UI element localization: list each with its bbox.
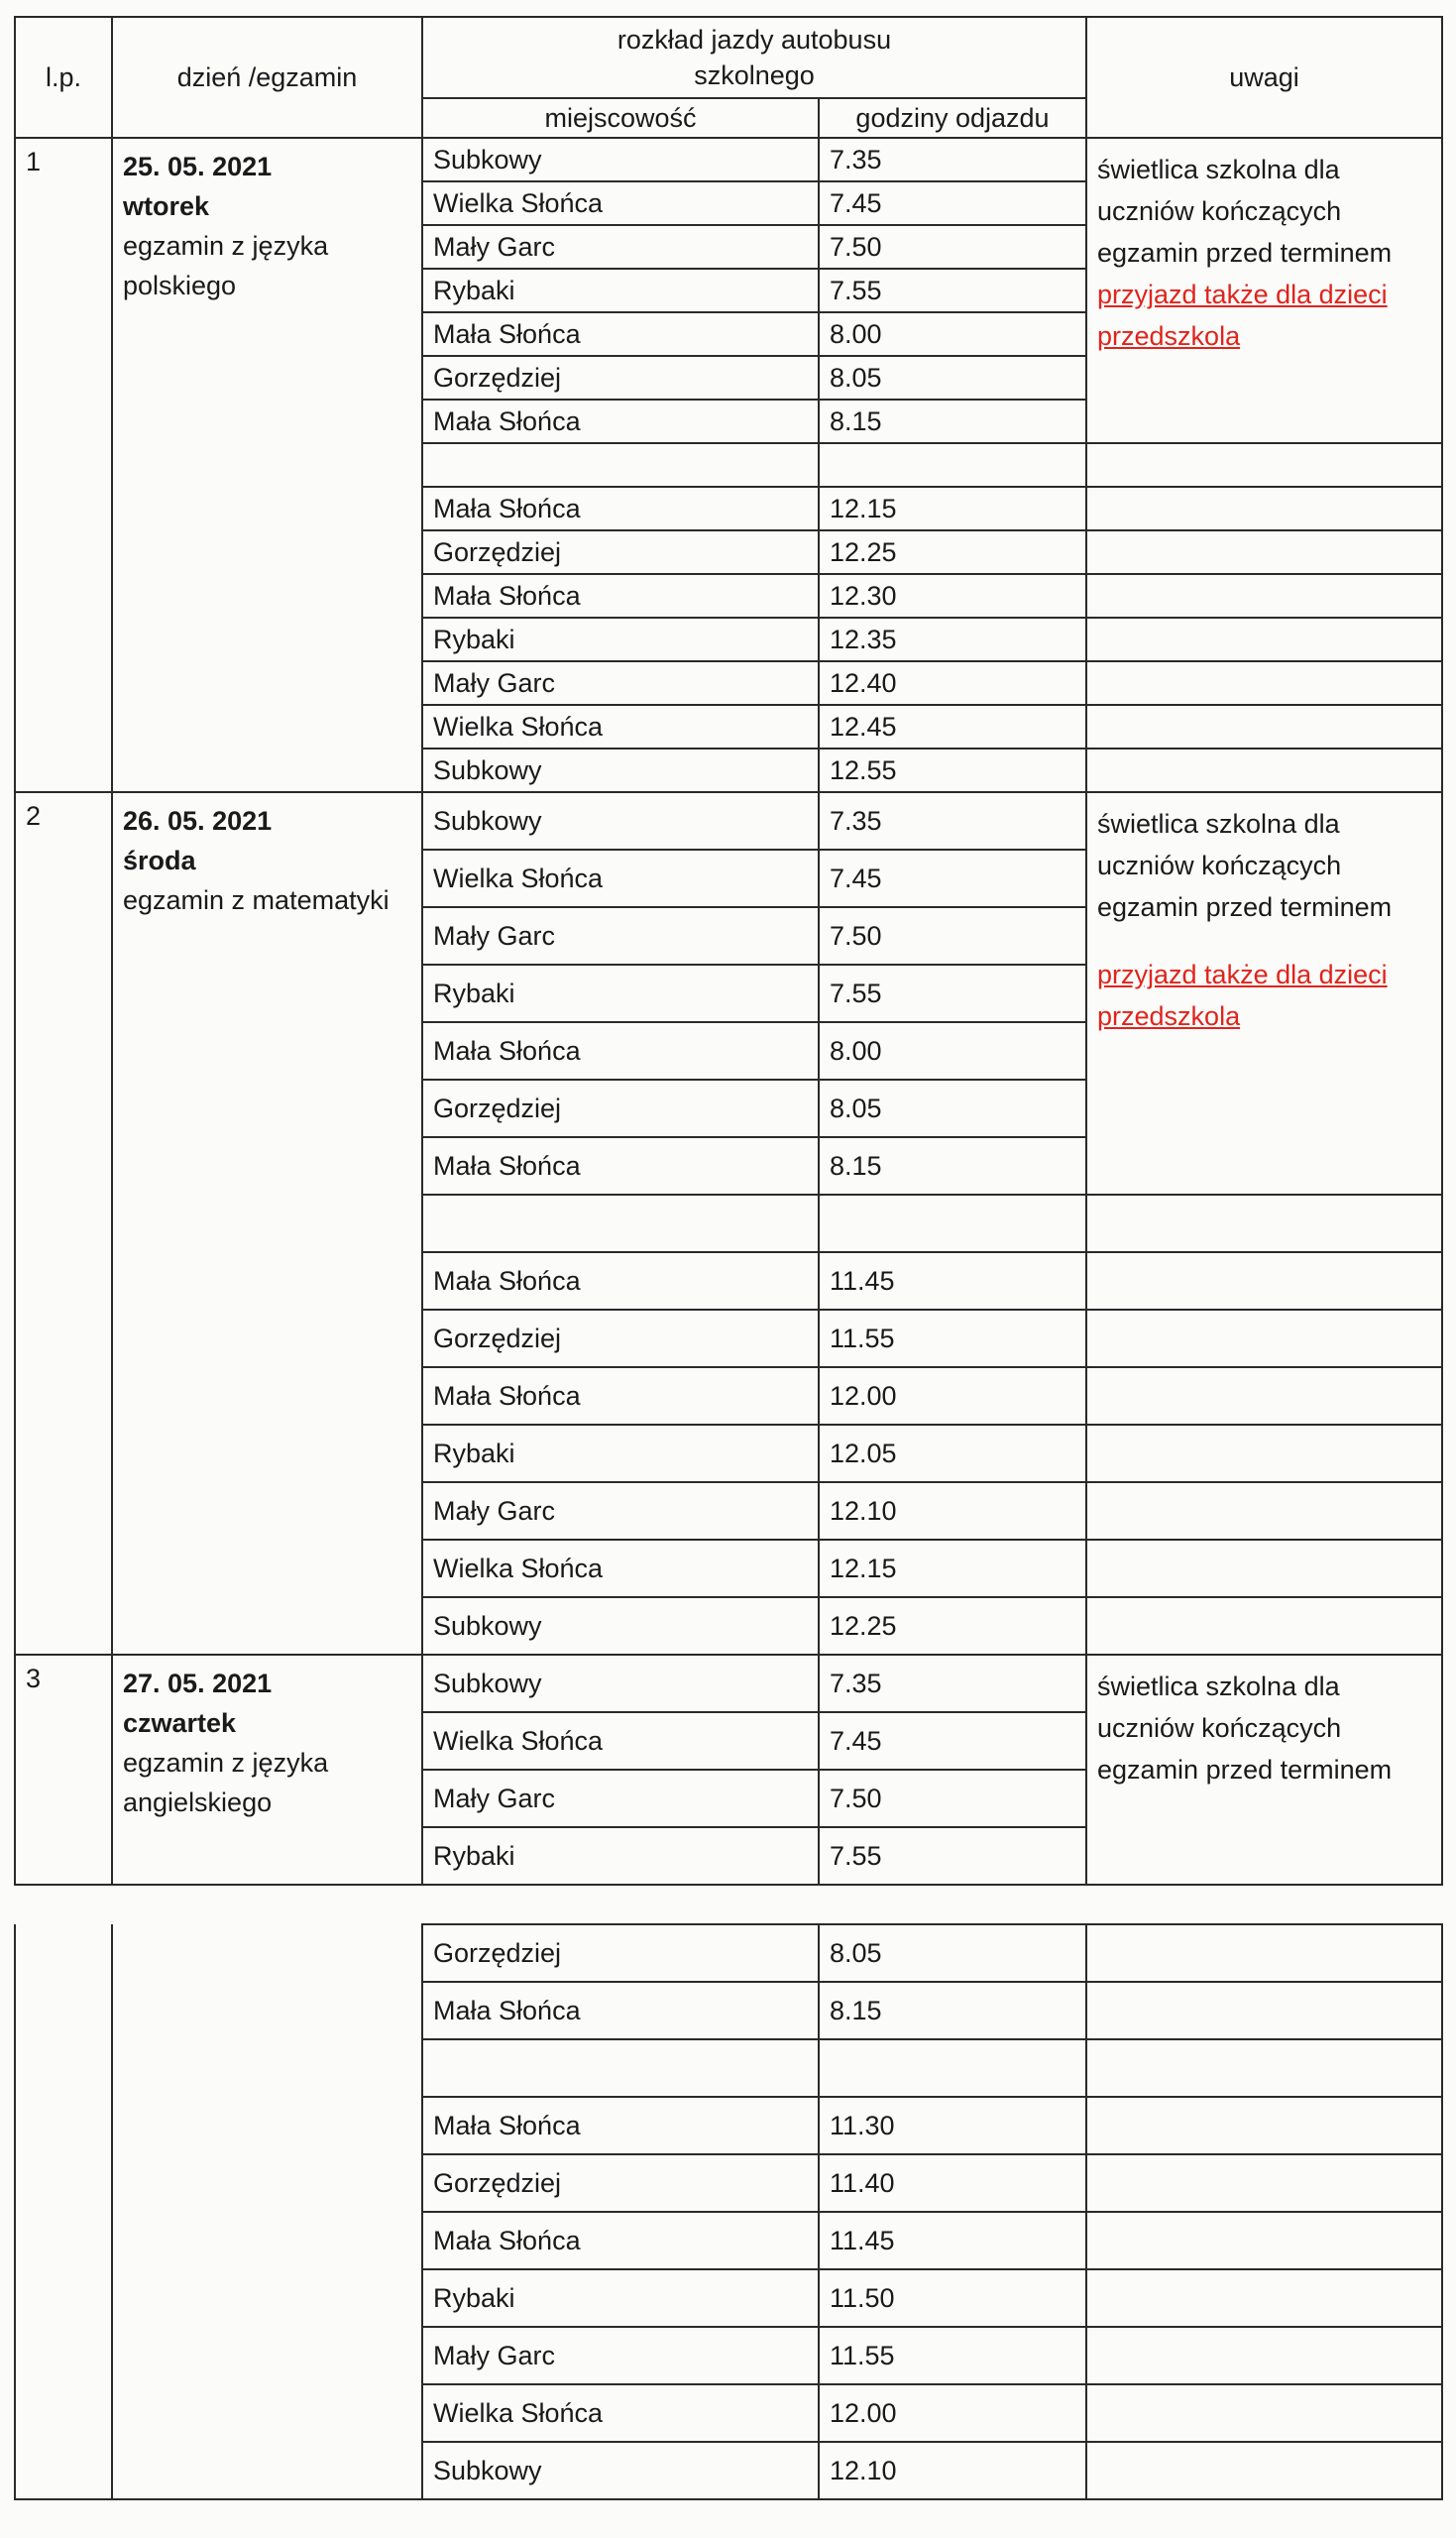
place-cell: Wielka Słońca bbox=[422, 1540, 819, 1597]
time-cell: 11.45 bbox=[819, 2212, 1086, 2269]
schedule-row bbox=[15, 2097, 1442, 2154]
empty-day-cell bbox=[112, 2327, 422, 2384]
place-cell: Mały Garc bbox=[422, 907, 819, 965]
lp-cell: 1 bbox=[15, 138, 112, 792]
note-text: świetlica szkolna dla uczniów kończących egzamin przed terminem bbox=[1097, 809, 1393, 922]
notes-cell bbox=[1086, 792, 1442, 1195]
time-cell: 12.25 bbox=[819, 1597, 1086, 1655]
place-cell: Mały Garc bbox=[422, 661, 819, 705]
place-cell: Subkowy bbox=[422, 792, 819, 850]
empty-day-cell bbox=[112, 2442, 422, 2499]
day-exam-cell bbox=[112, 138, 422, 792]
place-cell: Mała Słońca bbox=[422, 1252, 819, 1310]
empty-note-cell bbox=[1086, 2039, 1442, 2097]
schedule-row bbox=[15, 2327, 1442, 2384]
note-text: świetlica szkolna dla uczniów kończących egzamin przed terminem bbox=[1097, 155, 1393, 268]
exam-weekday: wtorek bbox=[123, 191, 210, 221]
time-cell: 8.00 bbox=[819, 312, 1086, 356]
empty-note-cell bbox=[1086, 749, 1442, 792]
empty-note-cell bbox=[1086, 2327, 1442, 2384]
empty-note-cell bbox=[1086, 1482, 1442, 1540]
time-cell: 11.55 bbox=[819, 2327, 1086, 2384]
time-cell: 8.05 bbox=[819, 1924, 1086, 1982]
time-cell: 12.00 bbox=[819, 2384, 1086, 2442]
place-cell: Mała Słońca bbox=[422, 1367, 819, 1425]
time-cell: 7.45 bbox=[819, 1712, 1086, 1770]
empty-note-cell bbox=[1086, 1540, 1442, 1597]
schedule-row bbox=[15, 2442, 1442, 2499]
place-cell: Subkowy bbox=[422, 749, 819, 792]
time-cell: 8.15 bbox=[819, 400, 1086, 443]
exam-date: 27. 05. 2021 bbox=[123, 1669, 273, 1698]
place-cell: Subkowy bbox=[422, 1655, 819, 1712]
empty-note-cell bbox=[1086, 2097, 1442, 2154]
time-cell: 7.55 bbox=[819, 269, 1086, 312]
time-cell: 7.45 bbox=[819, 181, 1086, 225]
place-cell: Mała Słońca bbox=[422, 312, 819, 356]
time-cell: 11.40 bbox=[819, 2154, 1086, 2212]
place-cell: Rybaki bbox=[422, 1827, 819, 1885]
schedule-row bbox=[15, 1655, 1442, 1712]
bus-schedule-table-continued bbox=[14, 1923, 1443, 2500]
place-cell: Mała Słońca bbox=[422, 1022, 819, 1080]
time-cell: 7.35 bbox=[819, 792, 1086, 850]
place-cell: Gorzędziej bbox=[422, 1924, 819, 1982]
empty-day-cell bbox=[112, 2039, 422, 2097]
lp-cell: 2 bbox=[15, 792, 112, 1655]
place-cell: Gorzędziej bbox=[422, 1310, 819, 1367]
time-cell: 11.45 bbox=[819, 1252, 1086, 1310]
time-cell: 12.25 bbox=[819, 530, 1086, 574]
empty-lp-cell bbox=[15, 2212, 112, 2269]
time-cell: 12.30 bbox=[819, 574, 1086, 618]
schedule-row bbox=[15, 2039, 1442, 2097]
time-cell: 12.05 bbox=[819, 1425, 1086, 1482]
schedule-row bbox=[15, 2154, 1442, 2212]
time-cell: 12.35 bbox=[819, 618, 1086, 661]
place-cell: Mała Słońca bbox=[422, 1982, 819, 2039]
empty-lp-cell bbox=[15, 2327, 112, 2384]
notes-cell bbox=[1086, 138, 1442, 443]
place-cell: Wielka Słońca bbox=[422, 705, 819, 749]
empty-lp-cell bbox=[15, 2097, 112, 2154]
empty-note-cell bbox=[1086, 530, 1442, 574]
place-cell: Mały Garc bbox=[422, 1770, 819, 1827]
time-cell: 7.55 bbox=[819, 965, 1086, 1022]
schedule-row bbox=[15, 2269, 1442, 2327]
time-cell: 8.15 bbox=[819, 1982, 1086, 2039]
place-cell: Rybaki bbox=[422, 269, 819, 312]
header-day-exam: dzień /egzamin bbox=[112, 17, 422, 138]
time-cell: 11.30 bbox=[819, 2097, 1086, 2154]
place-cell: Wielka Słońca bbox=[422, 181, 819, 225]
schedule-row bbox=[15, 1924, 1442, 1982]
place-cell: Subkowy bbox=[422, 138, 819, 181]
place-cell: Gorzędziej bbox=[422, 2154, 819, 2212]
header-notes: uwagi bbox=[1086, 17, 1442, 138]
time-cell: 11.50 bbox=[819, 2269, 1086, 2327]
place-cell: Mała Słońca bbox=[422, 2212, 819, 2269]
empty-cell bbox=[819, 443, 1086, 487]
header-schedule: rozkład jazdy autobusu szkolnego bbox=[422, 17, 1086, 98]
empty-lp-cell bbox=[15, 2269, 112, 2327]
place-cell: Mała Słońca bbox=[422, 2097, 819, 2154]
empty-note-cell bbox=[1086, 1924, 1442, 1982]
place-cell: Subkowy bbox=[422, 1597, 819, 1655]
empty-day-cell bbox=[112, 1982, 422, 2039]
time-cell: 7.50 bbox=[819, 1770, 1086, 1827]
place-cell: Rybaki bbox=[422, 618, 819, 661]
empty-lp-cell bbox=[15, 1924, 112, 1982]
time-cell: 7.35 bbox=[819, 1655, 1086, 1712]
empty-lp-cell bbox=[15, 2154, 112, 2212]
empty-cell bbox=[819, 2039, 1086, 2097]
lp-cell: 3 bbox=[15, 1655, 112, 1885]
time-cell: 8.05 bbox=[819, 356, 1086, 400]
place-cell: Gorzędziej bbox=[422, 1080, 819, 1137]
time-cell: 12.15 bbox=[819, 487, 1086, 530]
empty-note-cell bbox=[1086, 574, 1442, 618]
place-cell: Rybaki bbox=[422, 965, 819, 1022]
place-cell: Mały Garc bbox=[422, 225, 819, 269]
time-cell: 12.55 bbox=[819, 749, 1086, 792]
empty-note-cell bbox=[1086, 1597, 1442, 1655]
place-cell: Rybaki bbox=[422, 2269, 819, 2327]
place-cell: Subkowy bbox=[422, 2442, 819, 2499]
time-cell: 11.55 bbox=[819, 1310, 1086, 1367]
schedule-row bbox=[15, 1982, 1442, 2039]
header-lp: l.p. bbox=[15, 17, 112, 138]
empty-day-cell bbox=[112, 2097, 422, 2154]
empty-day-cell bbox=[112, 1924, 422, 1982]
place-cell: Mały Garc bbox=[422, 1482, 819, 1540]
place-cell: Wielka Słońca bbox=[422, 2384, 819, 2442]
empty-day-cell bbox=[112, 2212, 422, 2269]
place-cell: Rybaki bbox=[422, 1425, 819, 1482]
time-cell: 7.45 bbox=[819, 850, 1086, 907]
time-cell: 12.45 bbox=[819, 705, 1086, 749]
note-red-text: przyjazd także dla dzieci przedszkola bbox=[1097, 960, 1388, 1031]
empty-note-cell bbox=[1086, 2442, 1442, 2499]
exam-date: 26. 05. 2021 bbox=[123, 806, 273, 836]
note-red-text: przyjazd także dla dzieci przedszkola bbox=[1097, 280, 1388, 351]
empty-note-cell bbox=[1086, 2269, 1442, 2327]
exam-date: 25. 05. 2021 bbox=[123, 152, 273, 181]
empty-lp-cell bbox=[15, 2039, 112, 2097]
empty-note-cell bbox=[1086, 2384, 1442, 2442]
empty-cell bbox=[819, 1195, 1086, 1252]
place-cell: Mała Słońca bbox=[422, 487, 819, 530]
empty-note-cell bbox=[1086, 1982, 1442, 2039]
empty-note-cell bbox=[1086, 705, 1442, 749]
place-cell: Wielka Słońca bbox=[422, 850, 819, 907]
empty-note-cell bbox=[1086, 487, 1442, 530]
time-cell: 8.05 bbox=[819, 1080, 1086, 1137]
time-cell: 8.15 bbox=[819, 1137, 1086, 1195]
place-cell: Mała Słońca bbox=[422, 574, 819, 618]
empty-note-cell bbox=[1086, 618, 1442, 661]
time-cell: 7.55 bbox=[819, 1827, 1086, 1885]
time-cell: 12.00 bbox=[819, 1367, 1086, 1425]
empty-lp-cell bbox=[15, 2384, 112, 2442]
exam-subject: egzamin z języka polskiego bbox=[123, 231, 329, 300]
time-cell: 7.50 bbox=[819, 907, 1086, 965]
time-cell: 7.35 bbox=[819, 138, 1086, 181]
header-place: miejscowość bbox=[422, 98, 819, 138]
day-exam-cell bbox=[112, 792, 422, 1655]
day-exam-cell bbox=[112, 1655, 422, 1885]
empty-lp-cell bbox=[15, 1982, 112, 2039]
time-cell: 7.50 bbox=[819, 225, 1086, 269]
empty-note-cell bbox=[1086, 2212, 1442, 2269]
empty-lp-cell bbox=[15, 2442, 112, 2499]
exam-weekday: czwartek bbox=[123, 1708, 237, 1738]
empty-note-cell bbox=[1086, 661, 1442, 705]
exam-subject: egzamin z matematyki bbox=[123, 885, 390, 915]
schedule-row bbox=[15, 2212, 1442, 2269]
empty-note-cell bbox=[1086, 2154, 1442, 2212]
empty-note-cell bbox=[1086, 443, 1442, 487]
empty-day-cell bbox=[112, 2269, 422, 2327]
time-cell: 12.40 bbox=[819, 661, 1086, 705]
empty-cell bbox=[422, 2039, 819, 2097]
bus-schedule-table bbox=[14, 16, 1443, 1886]
note-text: świetlica szkolna dla uczniów kończących egzamin przed terminem bbox=[1097, 1672, 1393, 1785]
schedule-row bbox=[15, 792, 1442, 850]
place-cell: Gorzędziej bbox=[422, 356, 819, 400]
empty-cell bbox=[422, 1195, 819, 1252]
time-cell: 12.10 bbox=[819, 2442, 1086, 2499]
empty-note-cell bbox=[1086, 1367, 1442, 1425]
place-cell: Mały Garc bbox=[422, 2327, 819, 2384]
exam-weekday: środa bbox=[123, 846, 196, 875]
empty-note-cell bbox=[1086, 1195, 1442, 1252]
exam-subject: egzamin z języka angielskiego bbox=[123, 1748, 329, 1817]
empty-note-cell bbox=[1086, 1252, 1442, 1310]
empty-note-cell bbox=[1086, 1425, 1442, 1482]
schedule-row bbox=[15, 138, 1442, 181]
empty-cell bbox=[422, 443, 819, 487]
place-cell: Gorzędziej bbox=[422, 530, 819, 574]
time-cell: 12.10 bbox=[819, 1482, 1086, 1540]
empty-day-cell bbox=[112, 2154, 422, 2212]
empty-note-cell bbox=[1086, 1310, 1442, 1367]
place-cell: Mała Słońca bbox=[422, 400, 819, 443]
time-cell: 8.00 bbox=[819, 1022, 1086, 1080]
header-departure: godziny odjazdu bbox=[819, 98, 1086, 138]
schedule-row bbox=[15, 2384, 1442, 2442]
place-cell: Mała Słońca bbox=[422, 1137, 819, 1195]
empty-day-cell bbox=[112, 2384, 422, 2442]
time-cell: 12.15 bbox=[819, 1540, 1086, 1597]
place-cell: Wielka Słońca bbox=[422, 1712, 819, 1770]
notes-cell bbox=[1086, 1655, 1442, 1885]
